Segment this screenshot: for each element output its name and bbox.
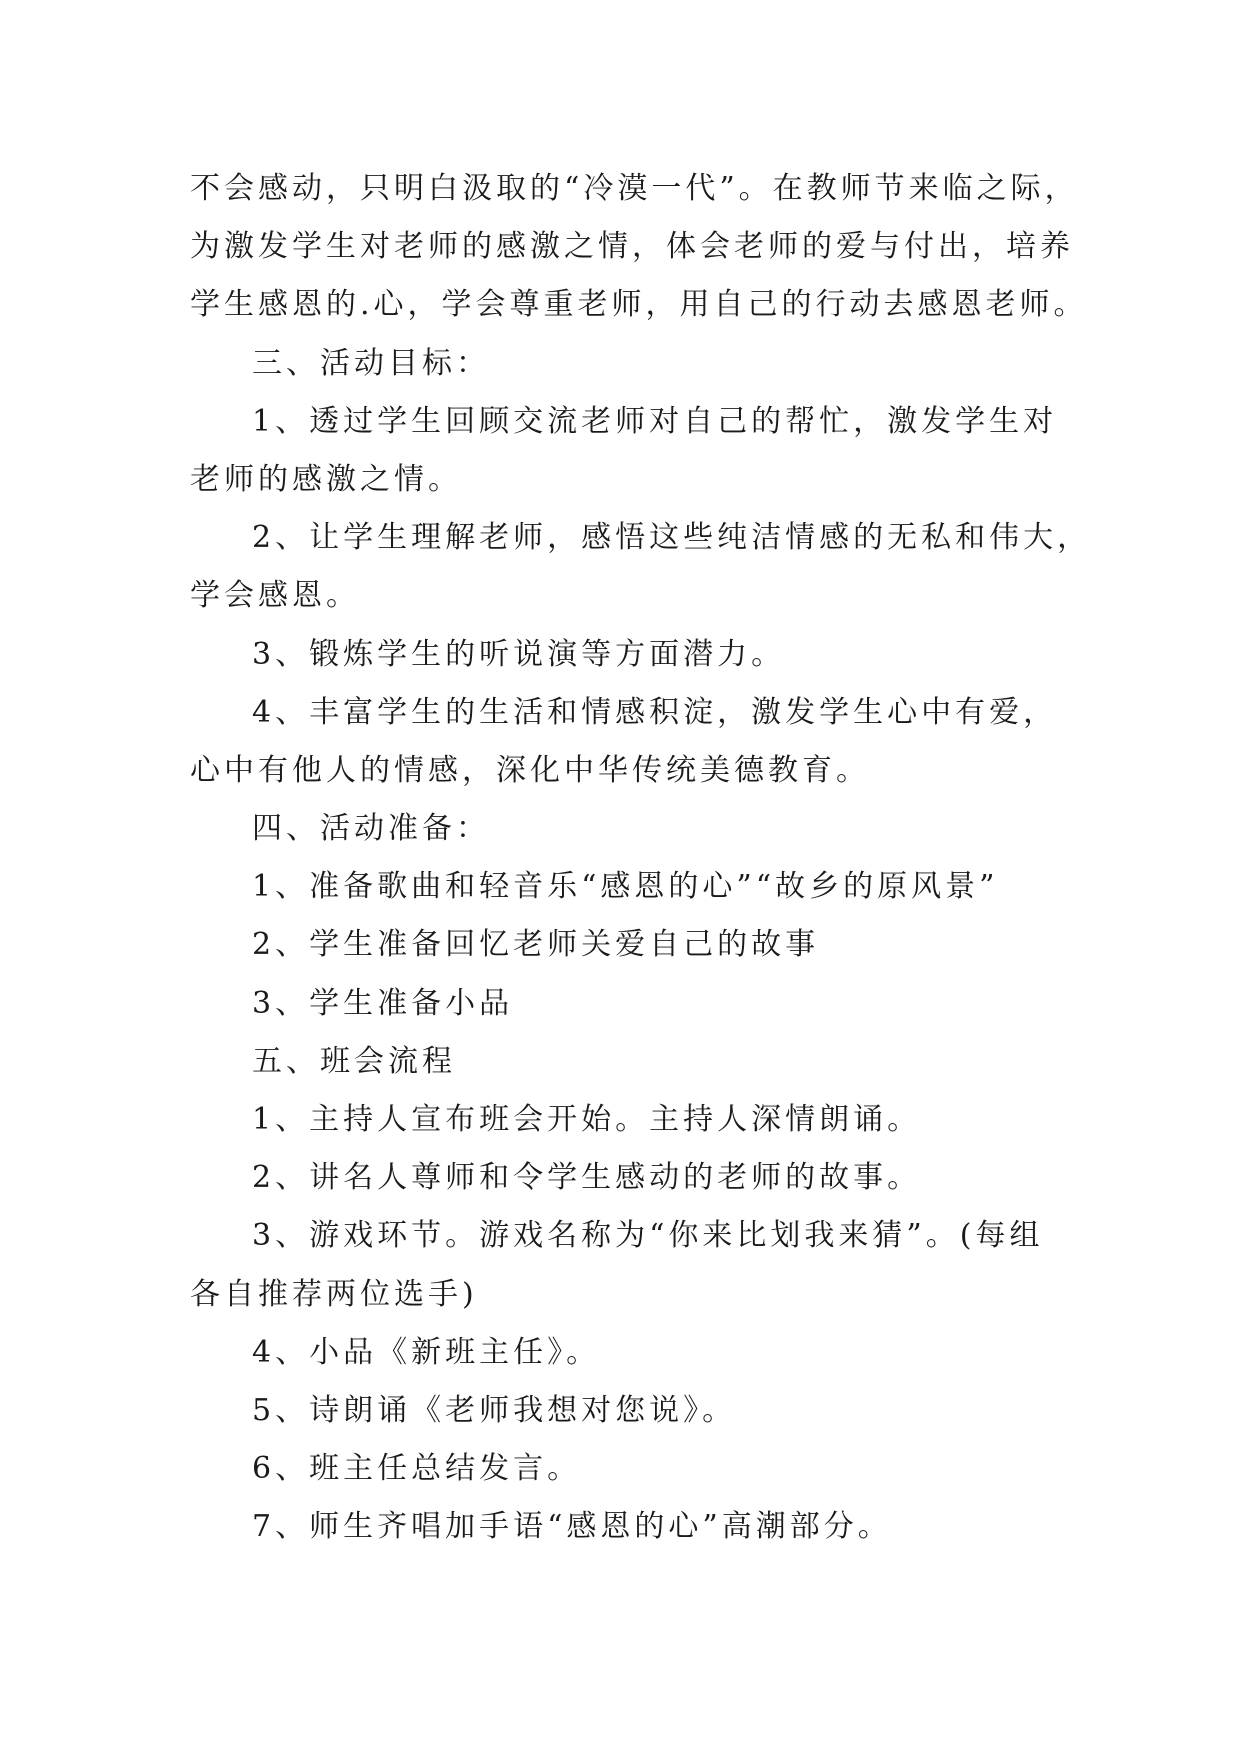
paragraph-line: 学生感恩的.心，学会尊重老师，用自己的行动去感恩老师。	[190, 287, 1088, 323]
list-item: 6、班主任总结发言。	[252, 1451, 582, 1487]
list-item: 4、丰富学生的生活和情感积淀，激发学生心中有爱，	[252, 694, 1058, 730]
list-item-continuation: 心中有他人的情感，深化中华传统美德教育。	[190, 752, 870, 788]
list-item: 1、主持人宣布班会开始。主持人深情朗诵。	[252, 1102, 922, 1137]
list-item: 1、准备歌曲和轻音乐“感恩的心”“故乡的原风景”	[252, 869, 999, 905]
list-item: 3、锻炼学生的听说演等方面潜力。	[252, 636, 786, 672]
paragraph-line: 不会感动，只明白汲取的“冷漠一代”。在教师节来临之际，	[190, 171, 1079, 206]
list-item: 3、游戏环节。游戏名称为“你来比划我来猜”。(每组	[252, 1218, 1044, 1254]
section-heading-preparation: 四、活动准备：	[252, 811, 490, 847]
list-item: 7、师生齐唱加手语“感恩的心”高潮部分。	[252, 1509, 892, 1545]
section-heading-goals: 三、活动目标：	[252, 345, 490, 381]
list-item: 1、透过学生回顾交流老师对自己的帮忙，激发学生对	[252, 403, 1058, 439]
list-item: 2、让学生理解老师，感悟这些纯洁情感的无私和伟大，	[252, 520, 1092, 556]
document-body	[190, 160, 1090, 1557]
list-item: 2、学生准备回忆老师关爱自己的故事	[252, 927, 820, 963]
list-item: 3、学生准备小品	[252, 985, 514, 1021]
list-item-continuation: 老师的感激之情。	[190, 461, 462, 497]
list-item-continuation: 各自推荐两位选手)	[190, 1276, 478, 1312]
section-heading-procedure: 五、班会流程	[252, 1043, 456, 1079]
list-item: 5、诗朗诵《老师我想对您说》。	[252, 1392, 737, 1428]
list-item-continuation: 学会感恩。	[190, 578, 360, 614]
list-item: 4、小品《新班主任》。	[252, 1334, 601, 1370]
list-item: 2、讲名人尊师和令学生感动的老师的故事。	[252, 1160, 922, 1196]
paragraph-line: 为激发学生对老师的感激之情，体会老师的爱与付出，培养	[190, 229, 1074, 265]
